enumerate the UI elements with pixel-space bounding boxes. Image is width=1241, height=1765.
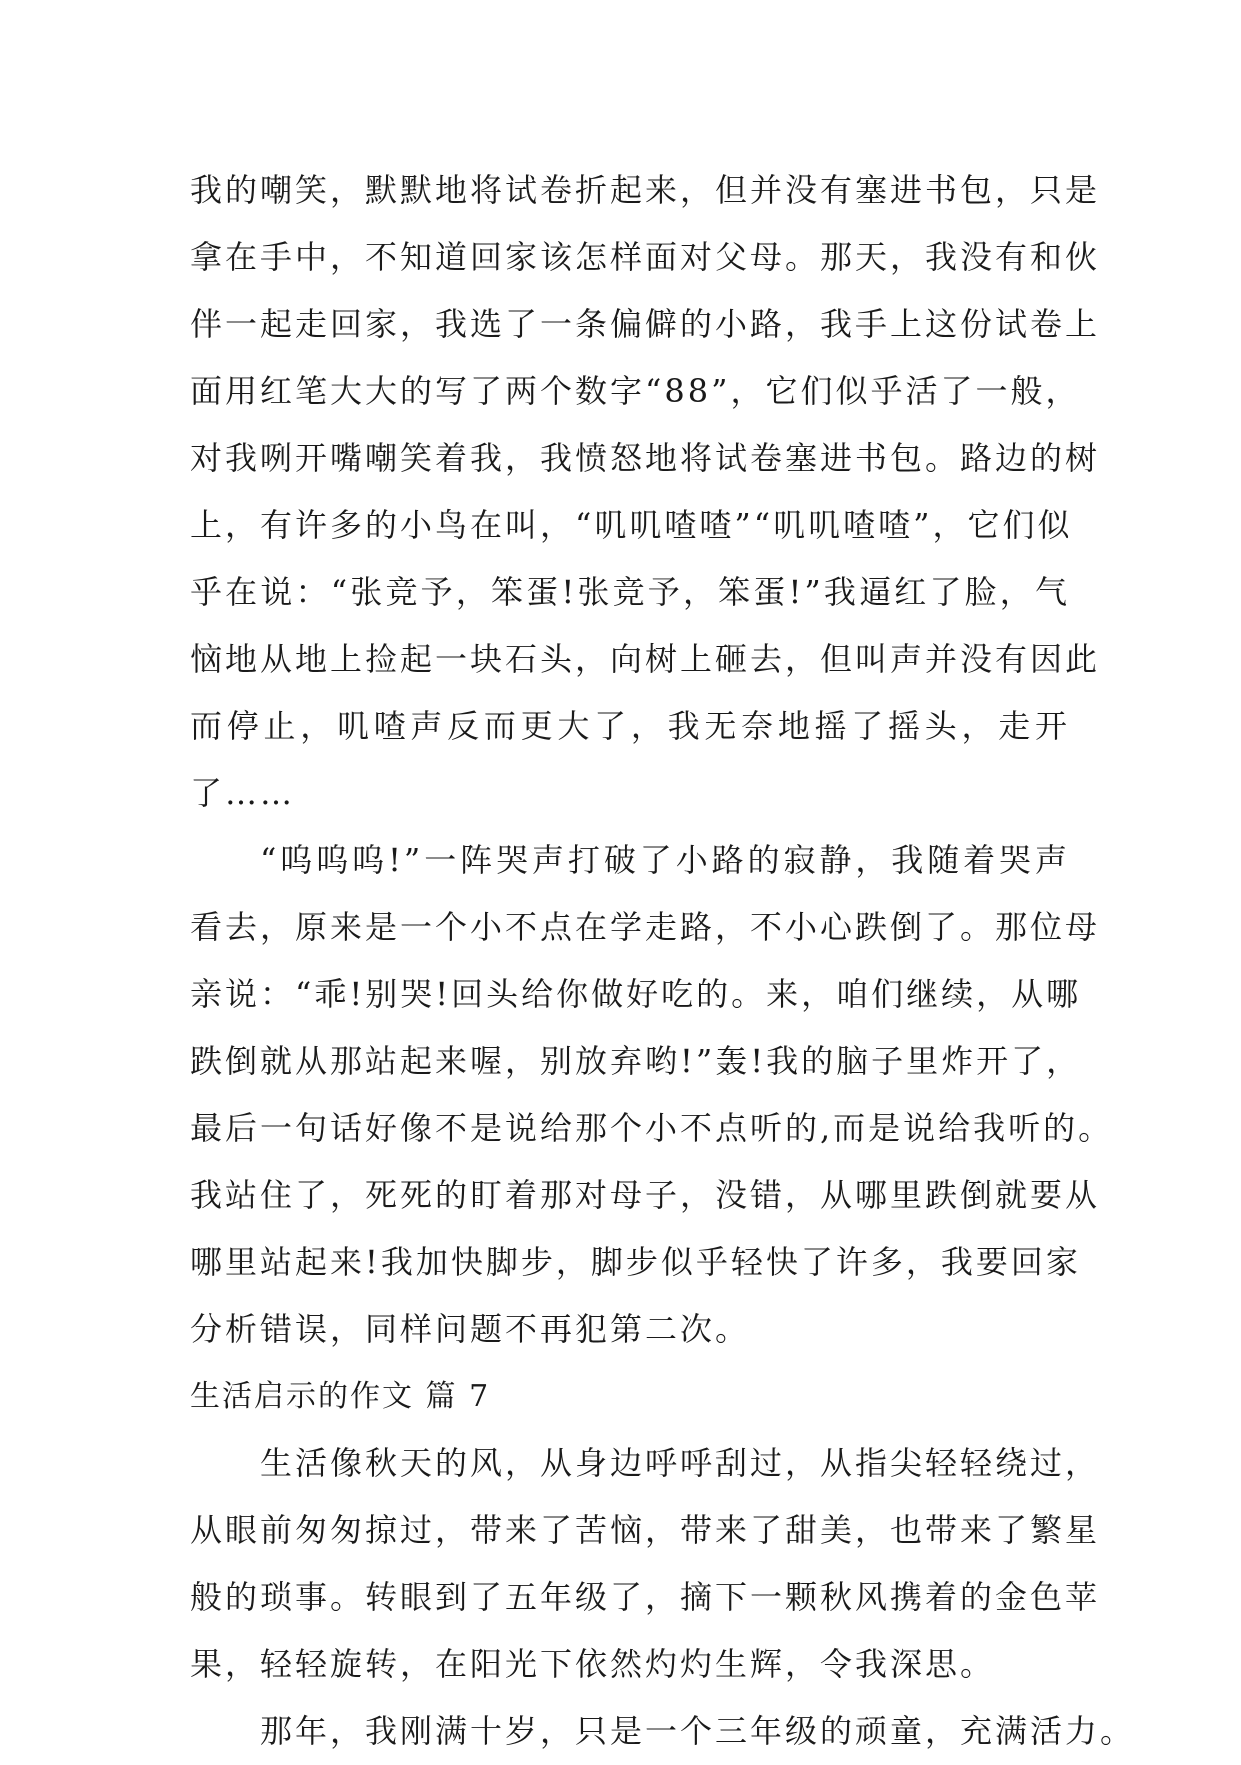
text-line: 我的嘲笑，默默地将试卷折起来，但并没有塞进书包，只是: [190, 171, 1101, 209]
text-line: 拿在手中，不知道回家该怎样面对父母。那天，我没有和伙: [190, 238, 1101, 276]
text-line: 哪里站起来!我加快脚步，脚步似乎轻快了许多，我要回家: [190, 1243, 1081, 1281]
text-line: “呜呜呜!”一阵哭声打破了小路的寂静，我随着哭声: [260, 841, 1070, 879]
text-line: 那年，我刚满十岁，只是一个三年级的顽童，充满活力。: [260, 1712, 1136, 1750]
section-heading: 生活启示的作文 篇 7: [190, 1379, 491, 1414]
text-line: 而停止，叽喳声反而更大了，我无奈地摇了摇头，走开: [190, 707, 1070, 745]
text-line: 般的琐事。转眼到了五年级了，摘下一颗秋风携着的金色苹: [190, 1578, 1101, 1616]
text-line: 上，有许多的小鸟在叫，“叽叽喳喳”“叽叽喳喳”，它们似: [190, 506, 1073, 544]
text-line: 从眼前匆匆掠过，带来了苦恼，带来了甜美，也带来了繁星: [190, 1511, 1101, 1549]
text-line: 跌倒就从那站起来喔，别放弃哟!”轰!我的脑子里炸开了，: [190, 1042, 1082, 1080]
text-line: 恼地从地上捡起一块石头，向树上砸去，但叫声并没有因此: [190, 640, 1101, 678]
text-line: 伴一起走回家，我选了一条偏僻的小路，我手上这份试卷上: [190, 305, 1101, 343]
text-line: 乎在说：“张竞予，笨蛋!张竞予，笨蛋!”我逼红了脸，气: [190, 573, 1070, 611]
text-line: 果，轻轻旋转，在阳光下依然灼灼生辉，令我深思。: [190, 1645, 996, 1683]
text-line: 看去，原来是一个小不点在学走路，不小心跌倒了。那位母: [190, 908, 1101, 946]
text-line: 了……: [190, 774, 296, 812]
text-line: 对我咧开嘴嘲笑着我，我愤怒地将试卷塞进书包。路边的树: [190, 439, 1101, 477]
text-line: 最后一句话好像不是说给那个小不点听的,而是说给我听的。: [190, 1109, 1114, 1147]
document-body: [190, 157, 1136, 1765]
text-line: 面用红笔大大的写了两个数字“88”，它们似乎活了一般，: [190, 372, 1081, 410]
text-line: 分析错误，同样问题不再犯第二次。: [190, 1310, 751, 1348]
text-line: 生活像秋天的风，从身边呼呼刮过，从指尖轻轻绕过，: [260, 1444, 1101, 1482]
text-line: 我站住了，死死的盯着那对母子，没错，从哪里跌倒就要从: [190, 1176, 1101, 1214]
text-line: 亲说：“乖!别哭!回头给你做好吃的。来，咱们继续，从哪: [190, 975, 1082, 1013]
